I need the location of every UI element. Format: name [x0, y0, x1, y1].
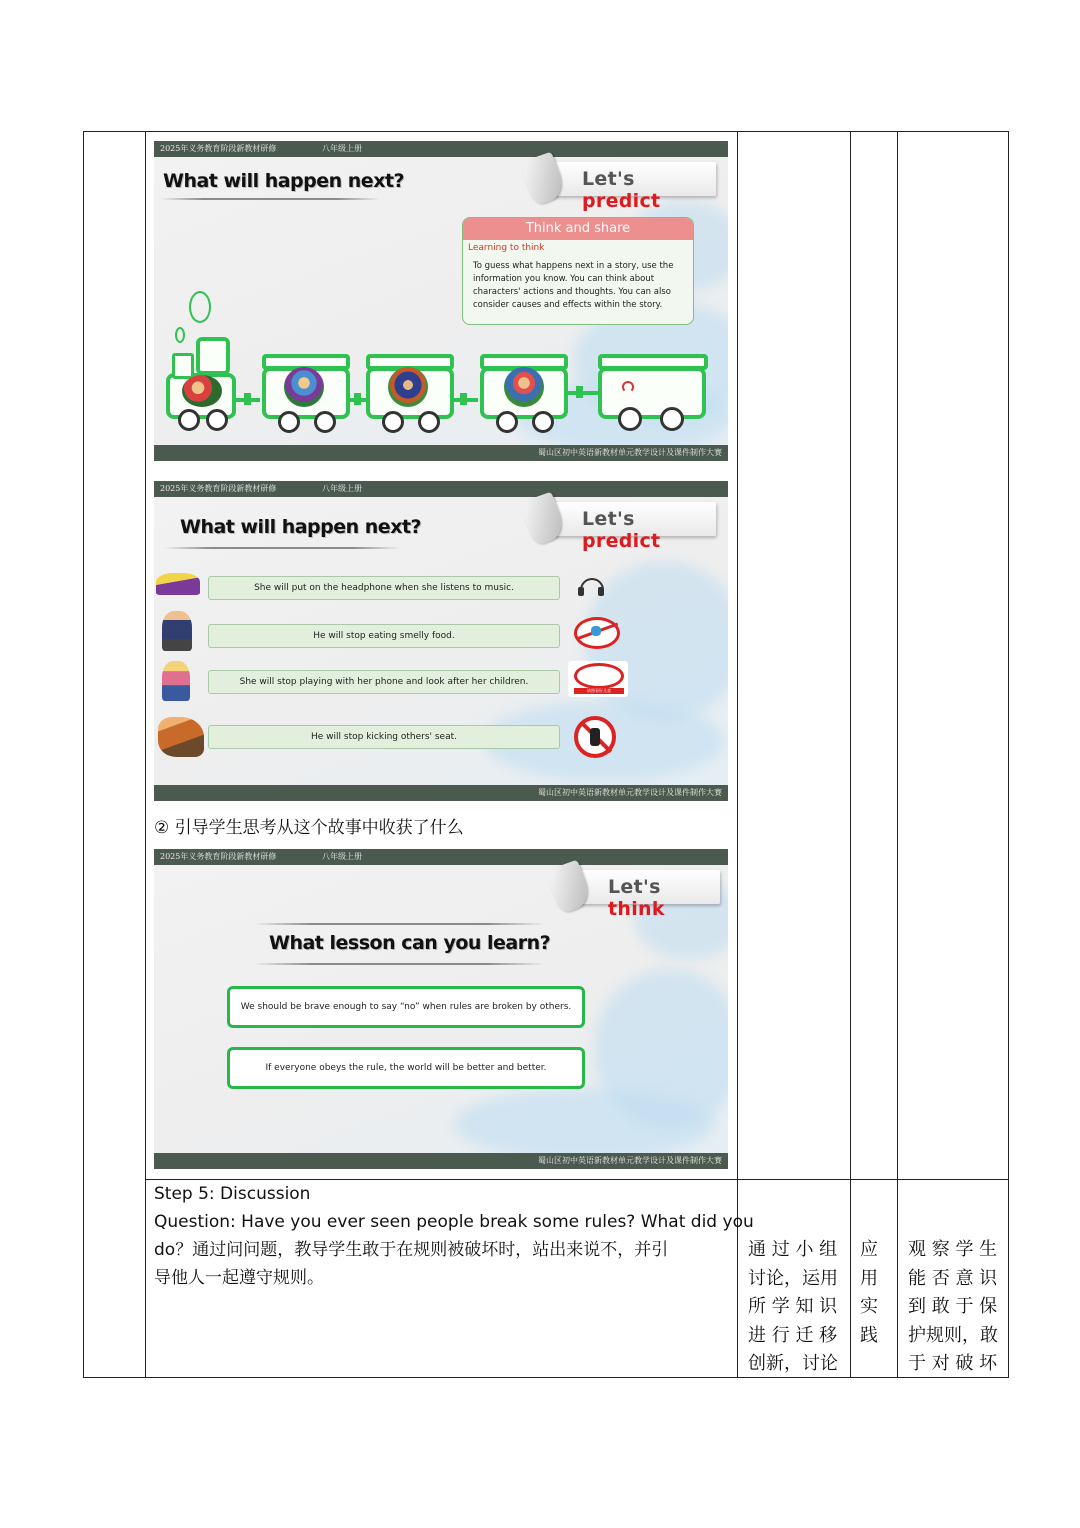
purpose-line: 通 过 小 组 — [748, 1239, 838, 1260]
step-question-line: do？通过问问题，教导学生敢于在规则被破坏时，站出来说不，并引 — [154, 1240, 669, 1260]
slide-top-bar — [154, 481, 728, 497]
contest-label: 蜀山区初中英语新教材单元教学设计及课件制作大赛 — [538, 448, 722, 457]
step-title: Step 5: Discussion — [154, 1184, 311, 1204]
headphone-icon — [577, 578, 607, 596]
think-box-title: Think and share — [463, 218, 693, 240]
type-char: 用 — [860, 1267, 878, 1289]
step-question-line: 导他人一起遵守规则。 — [154, 1268, 324, 1288]
prediction-sentence: He will stop eating smelly food. — [208, 624, 560, 648]
smoke-icon — [189, 291, 211, 323]
person-eating-picture — [162, 611, 192, 651]
slide-headline: What will happen next? — [163, 170, 405, 192]
evaluation-line: 于 对 破 坏 — [908, 1353, 998, 1374]
lets-think-tag — [564, 870, 720, 920]
wheel-icon — [314, 411, 336, 433]
instruction-note: ② 引导学生思考从这个故事中收获了什么 — [154, 818, 464, 838]
table-top-border — [83, 131, 1009, 132]
prediction-sentence: She will put on the headphone when she listens to music. — [208, 576, 560, 600]
person-listening-picture — [156, 573, 200, 595]
headline-underline — [164, 547, 400, 549]
purpose-line: 创新，讨论 — [748, 1353, 838, 1374]
page-curl-icon — [519, 152, 567, 207]
table-col-line — [1008, 131, 1009, 1378]
slide-bottom-bar — [154, 1153, 728, 1169]
purpose-line: 所 学 知 识 — [748, 1296, 838, 1317]
headline-overline — [254, 923, 544, 925]
wheel-icon — [382, 411, 404, 433]
table-col-line — [83, 131, 84, 1378]
wheel-icon — [178, 409, 200, 431]
slide-headline: What will happen next? — [180, 516, 422, 538]
slide-grade-label: 八年级上册 — [322, 852, 362, 861]
passenger-picture — [388, 367, 428, 407]
train-car-empty — [598, 367, 706, 419]
smoke-icon — [175, 327, 185, 343]
step-question-line: Question: Have you ever seen people break some rules? What did you — [154, 1212, 754, 1232]
tag-word-lets: Let's — [582, 168, 635, 190]
person-kicking-picture — [158, 717, 204, 757]
table-col-line — [897, 131, 898, 1378]
lesson-statement: We should be brave enough to say “no” when rules are broken by others. — [227, 986, 585, 1028]
slide-predict-train — [154, 141, 728, 461]
tag-word-lets: Let's — [608, 876, 661, 898]
wheel-icon — [660, 407, 684, 431]
slide-predict-sentences — [154, 481, 728, 801]
slide-series-label: 2025年义务教育阶段新教材研修 — [160, 484, 277, 493]
slide-bottom-bar — [154, 445, 728, 461]
think-box-subtitle: Learning to think — [468, 243, 545, 253]
wheel-icon — [618, 407, 642, 431]
slide-top-bar — [154, 849, 728, 865]
prediction-sentence: She will stop playing with her phone and look after her children. — [208, 670, 560, 694]
wheel-icon — [418, 411, 440, 433]
think-and-share-box — [462, 217, 694, 325]
evaluation-line: 护规则，敢 — [908, 1324, 998, 1346]
evaluation-line: 能 否 意 识 — [908, 1267, 998, 1289]
lets-predict-tag — [538, 502, 716, 552]
contest-label: 蜀山区初中英语新教材单元教学设计及课件制作大赛 — [538, 1156, 722, 1165]
question-mark-icon — [622, 381, 634, 393]
no-food-sign-icon — [574, 617, 620, 649]
tag-word-think: think — [608, 898, 665, 920]
slide-grade-label: 八年级上册 — [322, 144, 362, 153]
type-char: 实 — [860, 1296, 878, 1317]
sign-caption: 请照看好儿童 — [574, 688, 624, 694]
wheel-icon — [496, 411, 518, 433]
passenger-picture — [504, 367, 544, 407]
slide-grade-label: 八年级上册 — [322, 484, 362, 493]
child-care-sign-icon — [568, 661, 628, 697]
no-kicking-sign-icon — [574, 716, 616, 758]
purpose-line: 讨论，运用 — [748, 1267, 838, 1289]
tag-word-predict: predict — [582, 530, 661, 552]
wheel-icon — [206, 409, 228, 431]
slide-series-label: 2025年义务教育阶段新教材研修 — [160, 144, 277, 153]
passenger-picture — [284, 367, 324, 407]
lesson-statement: If everyone obeys the rule, the world will be better and better. — [227, 1047, 585, 1089]
headline-underline — [254, 963, 544, 965]
evaluation-line: 到 敢 于 保 — [908, 1296, 998, 1317]
type-char: 应 — [860, 1239, 878, 1260]
purpose-line: 进 行 迁 移 — [748, 1324, 838, 1346]
think-box-body: To guess what happens next in a story, use the information you know. You can think about characters' actions and thoughts. You can also consider causes and effects within the story. — [473, 261, 674, 310]
tag-word-predict: predict — [582, 190, 661, 212]
wheel-icon — [532, 411, 554, 433]
slide-bottom-bar — [154, 785, 728, 801]
evaluation-cell — [908, 1236, 998, 1379]
table-bottom-border — [83, 1377, 1009, 1378]
purpose-cell — [748, 1236, 838, 1379]
table-col-line — [145, 131, 146, 1378]
page-curl-icon — [519, 492, 567, 547]
evaluation-line: 观 察 学 生 — [908, 1239, 998, 1260]
table-col-line — [737, 131, 738, 1378]
tag-word-lets: Let's — [582, 508, 635, 530]
slide-series-label: 2025年义务教育阶段新教材研修 — [160, 852, 277, 861]
wheel-icon — [278, 411, 300, 433]
table-col-line — [850, 131, 851, 1378]
passenger-picture — [182, 375, 222, 407]
person-phone-picture — [162, 661, 190, 701]
type-char: 践 — [860, 1324, 878, 1346]
page-curl-icon — [545, 860, 593, 915]
headline-underline — [160, 198, 380, 200]
contest-label: 蜀山区初中英语新教材单元教学设计及课件制作大赛 — [538, 788, 722, 797]
slide-headline: What lesson can you learn? — [269, 932, 551, 954]
slide-top-bar — [154, 141, 728, 157]
activity-type-cell — [860, 1236, 878, 1350]
lets-predict-tag — [538, 162, 716, 212]
prediction-sentence: He will stop kicking others' seat. — [208, 725, 560, 749]
slide-think-lesson — [154, 849, 728, 1169]
